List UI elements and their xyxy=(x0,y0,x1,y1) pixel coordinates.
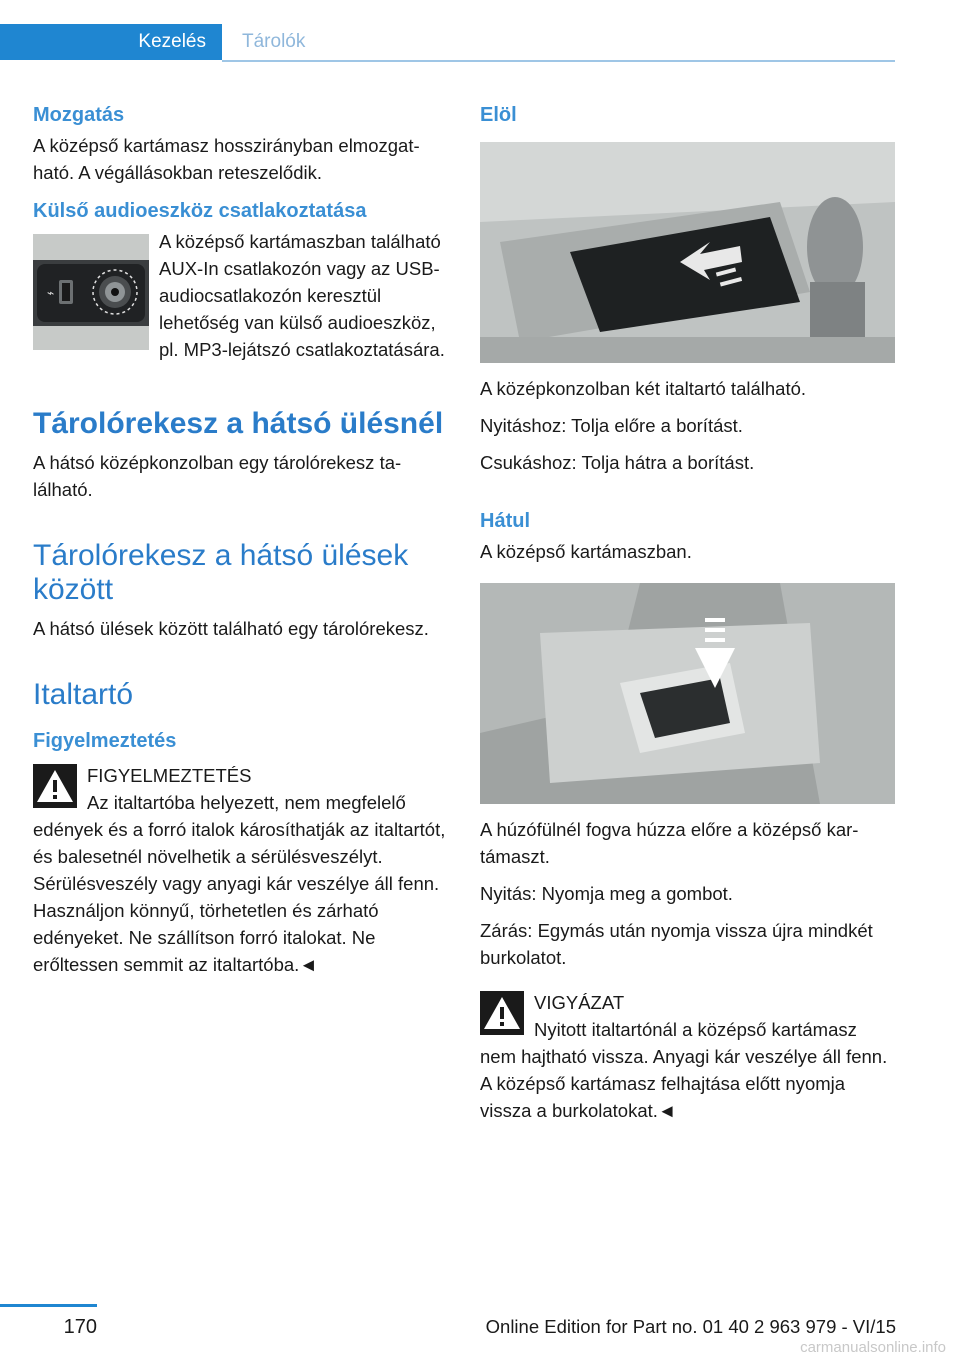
tab-kezeles[interactable]: Kezelés xyxy=(0,24,222,60)
warning-block xyxy=(33,762,447,978)
warning-triangle-icon xyxy=(33,764,77,808)
hatul-text-4: Zárás: Egymás után nyomja vissza újra mindkét burkolatot. xyxy=(480,920,873,968)
tab-tarolok[interactable]: Tárolók xyxy=(242,31,306,52)
warning-text: Az italtartóba helyezett, nem megfelelő edények és a forró italok károsíthatják az italtartót, és balesetnél növelhetik a sérülésveszélyt. Sérülésveszély vagy anyagi kár veszélye áll fenn. Használjon könnyű, törhetetlen és zárható edényeket. Ne szállítson forró italokat. Ne erőltessen semmit az italtartóba.◄ xyxy=(33,792,446,975)
rear-cupholder-illustration xyxy=(480,583,895,804)
edition-text: Online Edition for Part no. 01 40 2 963 979 - VI/15 xyxy=(485,1316,896,1337)
elol-text-2: Nyitáshoz: Tolja előre a borítást. xyxy=(480,415,743,436)
right-column xyxy=(480,100,895,1134)
svg-text:⌁: ⌁ xyxy=(47,286,55,300)
left-column xyxy=(33,100,447,988)
aux-usb-socket-image xyxy=(33,234,149,350)
warning-label: FIGYELMEZTETÉS xyxy=(87,765,252,786)
mozgatas-heading: Mozgatás xyxy=(33,104,125,126)
rear-cupholder-image xyxy=(480,583,895,804)
elol-heading: Elöl xyxy=(480,104,517,126)
caution-text: Nyitott italtartónál a középső kartámasz nem hajtható vissza. Anyagi kár veszélye áll fenn. A középső kartámasz felhajtása előtt nyomja vissza a burkolatokat.◄ xyxy=(480,1019,888,1121)
caution-label: VIGYÁZAT xyxy=(534,992,625,1013)
tarolo-kozott-text: A hátsó ülések között található egy tárolórekesz. xyxy=(33,618,429,639)
kulso-audio-text: A középső kartámaszban található AUX-In csatlakozón vagy az USB-audiocsatlakozón keresztül lehetőség van külső audioeszköz, pl. MP3-lejátszó csatlakoztatására. xyxy=(159,231,445,360)
tarolo-hatso-text: A hátsó középkonzolban egy tárolórekesz található. xyxy=(33,452,402,500)
watermark: carmanualsonline.info xyxy=(800,1339,946,1356)
kulso-audio-heading: Külső audioeszköz csatlakoztatása xyxy=(33,200,367,222)
header-divider xyxy=(222,60,895,62)
header-bar xyxy=(0,0,960,62)
tarolo-kozott-heading: Tárolórekesz a hátsó ülések között xyxy=(33,539,409,606)
hatul-text-3: Nyitás: Nyomja meg a gombot. xyxy=(480,883,733,904)
elol-text-1: A középkonzolban két italtartó található. xyxy=(480,378,807,399)
front-cupholder-image xyxy=(480,142,895,363)
caution-block xyxy=(480,989,895,1124)
front-cupholder-illustration xyxy=(480,142,895,363)
figyelmeztetes-heading: Figyelmeztetés xyxy=(33,730,177,752)
kulso-audio-block xyxy=(33,228,447,363)
italtarto-heading: Italtartó xyxy=(33,678,134,711)
hatul-text-1: A középső kartámaszban. xyxy=(480,541,692,562)
tarolo-hatso-heading: Tárolórekesz a hátsó ülésnél xyxy=(33,407,444,440)
footer-divider xyxy=(0,1304,97,1307)
hatul-heading: Hátul xyxy=(480,510,530,532)
hatul-text-2: A húzófülnél fogva húzza előre a középső kartámaszt. xyxy=(480,819,859,867)
mozgatas-text: A középső kartámasz hosszirányban elmozgatható. A végállásokban reteszelődik. xyxy=(33,135,420,183)
aux-usb-illustration xyxy=(33,234,149,350)
page-number: 170 xyxy=(63,1316,97,1338)
elol-text-3: Csukáshoz: Tolja hátra a borítást. xyxy=(480,452,755,473)
caution-triangle-icon xyxy=(480,991,524,1035)
